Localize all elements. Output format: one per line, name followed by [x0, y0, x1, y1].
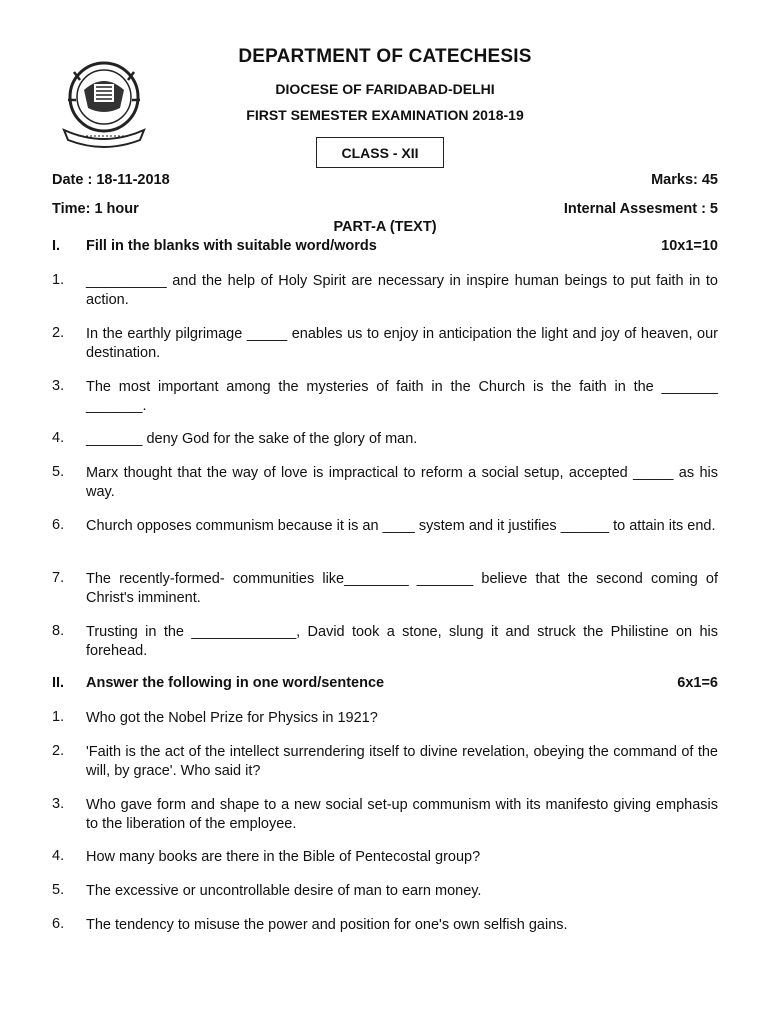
- part-heading: PART-A (TEXT): [333, 219, 437, 235]
- question-text: The tendency to misuse the power and position for one's own selfish gains.: [86, 917, 568, 933]
- question-text: The most important among the mysteries of faith in the Church is the faith in the _______ _______.: [86, 379, 718, 414]
- question-number: 2.: [52, 743, 65, 759]
- department-title: DEPARTMENT OF CATECHESIS: [238, 46, 532, 67]
- question-number: 3.: [52, 796, 65, 812]
- question-text: Who got the Nobel Prize for Physics in 1921?: [86, 710, 378, 726]
- question-number: 5.: [52, 464, 65, 480]
- question-number: 6.: [52, 517, 65, 533]
- question-text: 'Faith is the act of the intellect surrendering itself to divine revelation, obeying the command of the will, by grace'. Who said it?: [86, 744, 718, 779]
- question-number: 7.: [52, 570, 65, 586]
- question-text: Trusting in the _____________, David took a stone, slung it and struck the Philistine on his forehead.: [86, 624, 718, 659]
- internal-assessment: Internal Assesment : 5: [563, 201, 718, 217]
- question-number: 1.: [52, 709, 65, 725]
- question-text: The excessive or uncontrollable desire of man to earn money.: [86, 883, 482, 899]
- question-number: 6.: [52, 916, 65, 932]
- exam-date: Date : 18-11-2018: [52, 172, 170, 188]
- question-number: 4.: [52, 848, 65, 864]
- question-text: _______ deny God for the sake of the glory of man.: [86, 431, 418, 447]
- question-number: 5.: [52, 882, 65, 898]
- exam-time: Time: 1 hour: [52, 201, 139, 217]
- question-text: Church opposes communism because it is an ____ system and it justifies ______ to attain its end.: [86, 518, 716, 534]
- question-text: Who gave form and shape to a new social set-up communism with its manifesto giving emphasis to the liberation of the employee.: [86, 797, 718, 832]
- question-text: In the earthly pilgrimage _____ enables us to enjoy in anticipation the light and joy of heaven, our destination.: [86, 326, 718, 361]
- question-number: 8.: [52, 623, 65, 639]
- question-text: The recently-formed- communities like________ _______ believe that the second coming of Christ's imminent.: [86, 571, 718, 606]
- total-marks: Marks: 45: [651, 172, 718, 188]
- section-1-title: Fill in the blanks with suitable word/words: [86, 238, 377, 254]
- section-2-marks: 6x1=6: [677, 675, 718, 691]
- question-text: Marx thought that the way of love is impractical to reform a social setup, accepted _____ as his way.: [86, 465, 718, 500]
- question-number: 1.: [52, 272, 65, 288]
- section-2-number: II.: [52, 675, 65, 691]
- question-text: How many books are there in the Bible of Pentecostal group?: [86, 849, 481, 865]
- section-1-number: I.: [52, 238, 61, 254]
- question-text: __________ and the help of Holy Spirit are necessary in inspire human beings to put faith in to action.: [86, 273, 718, 308]
- question-number: 3.: [52, 378, 65, 394]
- question-number: 4.: [52, 430, 65, 446]
- diocese-name: DIOCESE OF FARIDABAD-DELHI: [275, 81, 495, 97]
- section-2-title: Answer the following in one word/sentence: [86, 675, 385, 691]
- exam-title: FIRST SEMESTER EXAMINATION 2018-19: [246, 107, 524, 123]
- section-1-marks: 10x1=10: [661, 238, 718, 254]
- question-number: 2.: [52, 325, 65, 341]
- class-box: CLASS - XII: [316, 137, 444, 168]
